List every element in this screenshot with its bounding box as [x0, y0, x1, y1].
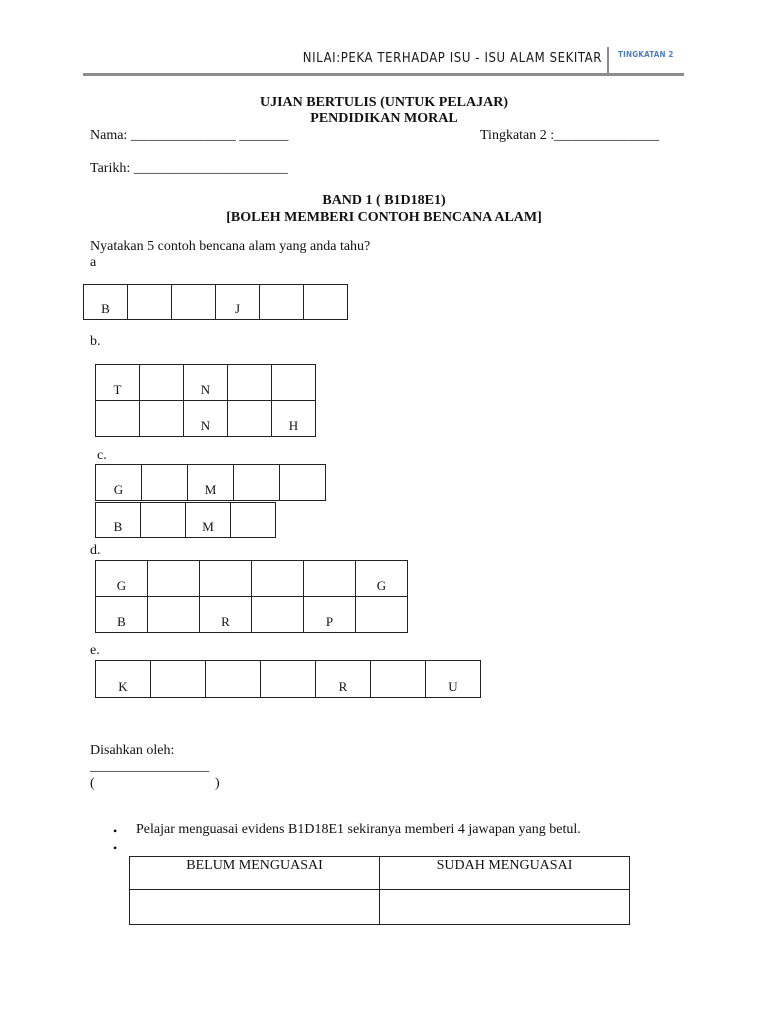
letter-box[interactable]: K — [96, 661, 151, 698]
subject-title: PENDIDIKAN MORAL — [310, 111, 458, 126]
letter-box[interactable] — [206, 661, 261, 698]
letter-box[interactable]: P — [304, 597, 356, 633]
letter-box[interactable] — [234, 465, 280, 501]
tingkatan-field[interactable]: Tingkatan 2 :_______________ — [480, 128, 660, 143]
letter-box[interactable] — [371, 661, 426, 698]
letter-box[interactable] — [231, 503, 276, 538]
letter-box[interactable] — [172, 285, 216, 320]
header-divider — [83, 73, 684, 76]
letter-box[interactable] — [304, 561, 356, 597]
cell-sudah-menguasai[interactable] — [380, 890, 630, 925]
letter-box[interactable]: N — [184, 401, 228, 437]
letter-box[interactable]: M — [188, 465, 234, 501]
letter-box[interactable] — [148, 597, 200, 633]
grid-row — [96, 597, 408, 633]
letter-box[interactable]: B — [96, 503, 141, 538]
grid-row — [96, 401, 316, 437]
letter-box[interactable] — [228, 365, 272, 401]
letter-box[interactable]: B — [84, 285, 128, 320]
letter-box[interactable] — [228, 401, 272, 437]
answer-grid-c1 — [95, 464, 326, 501]
name-paren-close: ) — [215, 776, 220, 791]
letter-box[interactable] — [141, 503, 186, 538]
header-tag: TINGKATAN 2 — [618, 50, 674, 59]
letter-box[interactable]: T — [96, 365, 140, 401]
answer-grid-d — [95, 560, 408, 633]
letter-box[interactable]: G — [96, 561, 148, 597]
label-d: d. — [90, 543, 101, 558]
letter-box[interactable] — [200, 561, 252, 597]
header-title: NILAI:PEKA TERHADAP ISU - ISU ALAM SEKITAR — [302, 51, 602, 66]
letter-box[interactable]: R — [200, 597, 252, 633]
mastery-table — [129, 856, 630, 925]
label-a: a — [90, 255, 97, 270]
letter-box[interactable] — [148, 561, 200, 597]
band-description: [BOLEH MEMBERI CONTOH BENCANA ALAM] — [226, 210, 542, 225]
answer-grid-c2 — [95, 502, 276, 538]
grid-row — [96, 503, 276, 538]
letter-box[interactable]: U — [426, 661, 481, 698]
letter-box[interactable]: H — [272, 401, 316, 437]
nama-field[interactable]: Nama: _______________ _______ — [90, 128, 289, 143]
letter-box[interactable] — [261, 661, 316, 698]
letter-box[interactable] — [356, 597, 408, 633]
bullet-dot-empty: • — [113, 841, 118, 855]
question-text: Nyatakan 5 contoh bencana alam yang anda tahu? — [90, 239, 371, 254]
letter-box[interactable] — [128, 285, 172, 320]
tarikh-field[interactable]: Tarikh: ______________________ — [90, 161, 288, 176]
letter-box[interactable] — [140, 401, 184, 437]
letter-box[interactable]: J — [216, 285, 260, 320]
label-c: c. — [97, 448, 107, 463]
letter-box[interactable]: M — [186, 503, 231, 538]
letter-box[interactable]: B — [96, 597, 148, 633]
col-sudah-menguasai: SUDAH MENGUASAI — [380, 857, 630, 890]
grid-row — [96, 561, 408, 597]
letter-box[interactable]: N — [184, 365, 228, 401]
name-paren-open: ( — [90, 776, 95, 791]
header-separator — [607, 47, 609, 75]
letter-box[interactable] — [272, 365, 316, 401]
letter-box[interactable] — [142, 465, 188, 501]
criteria-text: Pelajar menguasai evidens B1D18E1 sekiranya memberi 4 jawapan yang betul. — [136, 822, 581, 837]
letter-box[interactable] — [151, 661, 206, 698]
bullet-dot: • — [113, 824, 118, 838]
letter-box[interactable] — [252, 597, 304, 633]
grid-row — [96, 365, 316, 401]
letter-box[interactable] — [304, 285, 348, 320]
signature-line: _________________ — [90, 759, 209, 774]
verified-by-label: Disahkan oleh: — [90, 743, 175, 758]
letter-box[interactable] — [96, 401, 140, 437]
grid-row — [96, 661, 481, 698]
letter-box[interactable] — [260, 285, 304, 320]
label-b: b. — [90, 334, 101, 349]
label-e: e. — [90, 643, 100, 658]
letter-box[interactable] — [140, 365, 184, 401]
answer-grid-b — [95, 364, 316, 437]
letter-box[interactable] — [252, 561, 304, 597]
answer-grid-a — [83, 284, 348, 320]
letter-box[interactable] — [280, 465, 326, 501]
band-title: BAND 1 ( B1D18E1) — [322, 193, 446, 208]
answer-grid-e — [95, 660, 481, 698]
grid-row — [96, 465, 326, 501]
letter-box[interactable]: G — [96, 465, 142, 501]
col-belum-menguasai: BELUM MENGUASAI — [130, 857, 380, 890]
exam-title: UJIAN BERTULIS (UNTUK PELAJAR) — [259, 95, 509, 110]
letter-box[interactable]: R — [316, 661, 371, 698]
cell-belum-menguasai[interactable] — [130, 890, 380, 925]
grid-row — [84, 285, 348, 320]
letter-box[interactable]: G — [356, 561, 408, 597]
